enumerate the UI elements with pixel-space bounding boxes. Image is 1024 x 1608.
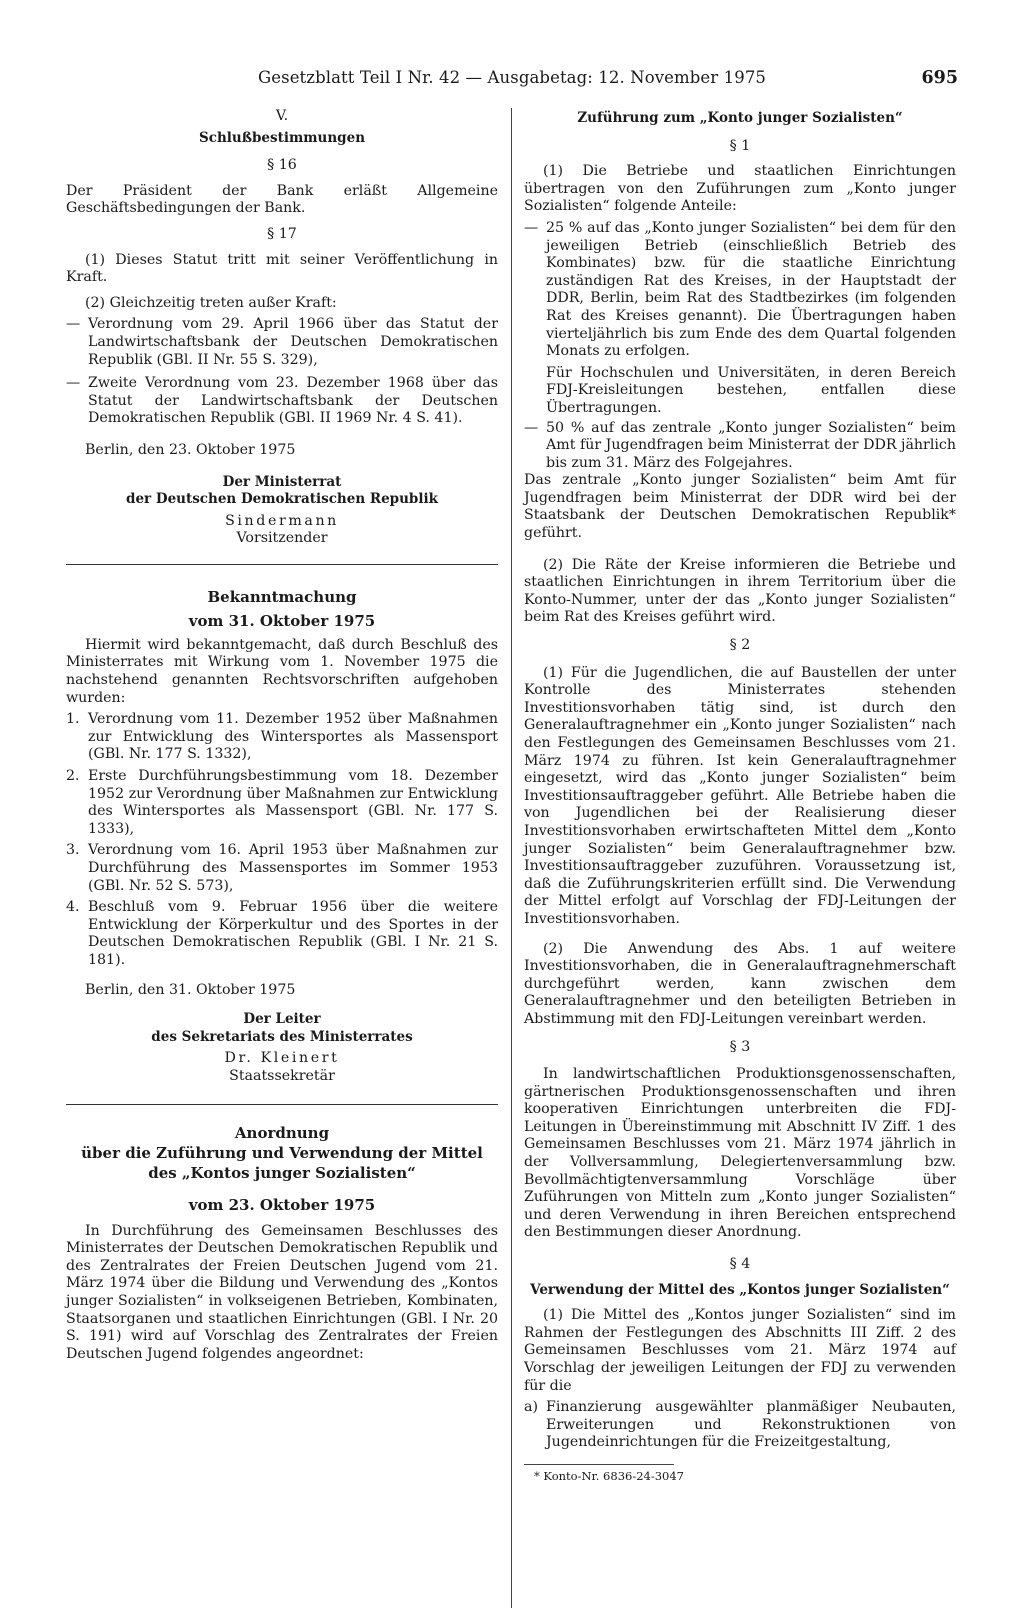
ordinance-title-line-3: des „Kontos junger Sozialisten“ [148,1163,416,1182]
section-rule [66,564,498,565]
ordinance-date: vom 23. Oktober 1975 [188,1195,376,1214]
section-16-heading: § 16 [267,157,297,174]
list-item [524,420,956,473]
dash-marker: — [66,316,81,333]
place-date: Berlin, den 31. Oktober 1975 [85,981,296,998]
section-1-account-note: Das zentrale „Konto junger Sozialisten“ beim Amt für Jugendfragen beim Ministerrat der DDR wird bei der Staatsbank der Deutschen Demokratischen Republik* geführt. [524,472,956,542]
page-number: 695 [921,68,958,88]
share-list [524,220,956,472]
left-column [66,110,498,1363]
announcement-title: Bekanntmachung [207,587,357,606]
list-number: 1. [66,711,80,728]
section-3-heading: § 3 [729,1038,751,1055]
list-item [66,842,498,895]
list-item [66,899,498,969]
announcement-date: vom 31. Oktober 1975 [188,611,376,630]
part-heading: Schlußbestimmungen [198,129,366,146]
section-2-heading: § 2 [729,637,751,654]
running-header: Gesetzblatt Teil I Nr. 42 — Ausgabetag: 12. November 1975 [257,68,767,87]
list-number: 4. [66,899,80,916]
allocation-heading: Zuführung zum „Konto junger Sozialisten“ [577,110,903,126]
column-divider [511,108,512,1608]
section-17-heading: § 17 [267,225,297,242]
list-number: 2. [66,768,80,785]
section-1-para-1: (1) Die Betriebe und staatlichen Einrichtungen übertragen von den Zuführungen zum „Konto junger Sozialisten“ folgende Anteile: [524,163,956,215]
section-16-text: Der Präsident der Bank erläßt Allgemeine Geschäftsbedingungen der Bank. [66,182,498,217]
announcement-list [66,711,498,969]
dash-marker: — [524,219,539,236]
signatory-org-line-1: Der Ministerrat [222,473,342,490]
list-number: 3. [66,842,80,859]
right-column [524,110,956,1483]
section-1-heading: § 1 [729,137,751,154]
signatory-name: Dr. Kleinert [224,1050,340,1067]
section-17-para-1: (1) Dieses Statut tritt mit seiner Veröffentlichung in Kraft. [66,251,498,286]
section-2-para-2: (2) Die Anwendung des Abs. 1 auf weitere Investitionsvorhaben, die in Generalauftragnehmerschaft durchgeführt werden, kann zwischen dem Generalauftragnehmer und den beteiligten Betrieben in Abstimmung mit den FDJ-Leitungen vereinbart werden. [524,940,956,1027]
footnote-rule [524,1464,674,1465]
list-item-note: Für Hochschulen und Universitäten, in deren Bereich FDJ-Kreisleitungen bestehen, entfallen diese Übertragungen. [546,364,956,416]
signatory-org-line-2: der Deutschen Demokratischen Republik [126,491,438,508]
section-17-para-2: (2) Gleichzeitig treten außer Kraft: [85,294,337,311]
announcement-intro: Hiermit wird bekanntgemacht, daß durch Beschluß des Ministerrates mit Wirkung vom 1. November 1975 die nachstehend genannten Rechtsvorschriften aufgehoben wurden: [66,636,498,706]
signatory-org-line-1: Der Leiter [243,1011,321,1028]
list-item-text: Verordnung vom 11. Dezember 1952 über Maßnahmen zur Entwicklung des Wintersportes als Massensport (GBl. Nr. 177 S. 1332), [88,711,498,763]
list-item [66,316,498,369]
list-item-text: Finanzierung ausgewählter planmäßiger Neubauten, Erweiterungen und Rekonstruktionen von Jugendeinrichtungen für die Freizeitgestaltung, [546,1399,956,1451]
list-item-text: 25 % auf das „Konto junger Sozialisten“ bei dem für den jeweiligen Betrieb (einschließlich Betrieb des Kombinates) bzw. für die staatliche Einrichtung zuständigen Rat des Kreises, in der Hauptstadt der DDR, Berlin, beim Rat des Stadtbezirkes (im folgenden Rat des Kreises genannt). Die Übertragungen haben vierteljährlich bis zum Ende des dem Quartal folgenden Monats zu erfolgen. [546,219,956,360]
repealed-list [66,316,498,428]
signatory-role: Staatssekretär [229,1067,335,1084]
dash-marker: — [524,419,539,436]
list-item-text: Verordnung vom 16. April 1953 über Maßnahmen zur Durchführung des Massensportes im Sommer 1953 (GBl. Nr. 52 S. 573), [88,842,498,894]
dash-marker: — [66,375,81,392]
list-item-text: Zweite Verordnung vom 23. Dezember 1968 über das Statut der Landwirtschaftsbank der Deutschen Demokratischen Republik (GBl. II 1969 Nr. 4 S. 41). [88,375,498,427]
usage-list [524,1399,956,1452]
section-4-title: Verwendung der Mittel des „Kontos junger Sozialisten“ [530,1281,950,1298]
signatory-name: Sindermann [225,512,339,529]
footnote: * Konto-Nr. 6836-24-3047 [534,1468,684,1483]
section-2-para-1: (1) Für die Jugendlichen, die auf Baustellen der unter Kontrolle des Ministerrates stehenden Investitionsvorhaben tätig sind, ist durch den Generalauftragnehmer ein „Konto junger Sozialisten“ nach den Festlegungen des Gemeinsamen Beschlusses vom 21. März 1974 zu führen. Ist kein Generalauftragnehmer eingesetzt, wird das „Konto junger Sozialisten“ beim Investitionsauftraggeber geführt. Alle Betriebe haben die von Jugendlichen bei der Realisierung dieser Investitionsvorhaben erwirtschafteten Mittel dem „Konto junger Sozialisten“ beim Generalauftragnehmer bzw. Investitionsauftraggeber zuzuführen. Voraussetzung ist, daß die Zuführungskriterien erfüllt sind. Die Verwendung der Mittel erfolgt auf Vorschlag der FDJ-Leitungen der Investitionsvorhaben. [524,664,956,927]
list-item [524,1399,956,1452]
list-item [66,375,498,428]
list-item [524,220,956,418]
signatory-org-line-2: des Sekretariats des Ministerrates [151,1028,413,1045]
place-date: Berlin, den 23. Oktober 1975 [85,441,296,458]
ordinance-title-line-2: über die Zuführung und Verwendung der Mittel [81,1143,483,1162]
part-number: V. [275,108,289,124]
section-4-para-1: (1) Die Mittel des „Kontos junger Sozialisten“ sind im Rahmen der Festlegungen des Abschnitts III Ziff. 2 des Gemeinsamen Beschlusses vom 21. März 1974 auf Vorschlag der jeweiligen Leitungen der FDJ zu verwenden für die [524,1307,956,1394]
section-4-heading: § 4 [729,1256,751,1273]
list-item-text: Beschluß vom 9. Februar 1956 über die weitere Entwicklung der Körperkultur und des Sportes in der Deutschen Demokratischen Republik (GBl. I Nr. 21 S. 181). [88,899,498,968]
section-rule [66,1104,498,1105]
list-letter: a) [524,1399,538,1416]
section-3-para: In landwirtschaftlichen Produktionsgenossenschaften, gärtnerischen Produktionsgenossenschaften und ihren kooperativen Einrichtungen unterbreiten die FDJ-Leitungen in Übereinstimmung mit Abschnitt IV Ziff. 1 des Gemeinsamen Beschlusses vom 21. März 1974 jährlich in der Vollversammlung, Delegiertenversammlung bzw. Bevollmächtigtenversammlung Vorschläge über Zuführungen von Mitteln zum „Konto junger Sozialisten“ und deren Verwendung in ihren Bereichen entsprechend den Bestimmungen dieser Anordnung. [524,1066,956,1241]
list-item-text: Erste Durchführungsbestimmung vom 18. Dezember 1952 zur Verordnung über Maßnahmen zur Entwicklung des Wintersportes als Massensport (GBl. Nr. 177 S. 1333), [88,768,498,837]
signatory-role: Vorsitzender [236,530,328,547]
ordinance-title-line-1: Anordnung [234,1123,330,1142]
list-item [66,768,498,838]
ordinance-preamble: In Durchführung des Gemeinsamen Beschlusses des Ministerrates der Deutschen Demokratischen Republik und des Zentralrates der Freien Deutschen Jugend vom 21. März 1974 über die Bildung und Verwendung des „Kontos junger Sozialisten“ in volkseigenen Betrieben, Kombinaten, Staatsorganen und staatlichen Einrichtungen (GBl. I Nr. 20 S. 191) wird auf Vorschlag des Zentralrates der Freien Deutschen Jugend folgendes angeordnet: [66,1222,498,1362]
list-item-text: 50 % auf das zentrale „Konto junger Sozialisten“ beim Amt für Jugendfragen beim Ministerrat der DDR jährlich bis zum 31. März des Folgejahres. [546,419,956,471]
list-item-text: Verordnung vom 29. April 1966 über das Statut der Landwirtschaftsbank der Deutschen Demokratischen Republik (GBl. II Nr. 55 S. 329), [88,316,498,368]
section-1-para-2: (2) Die Räte der Kreise informieren die Betriebe und staatlichen Einrichtungen in ihrem Territorium über die Konto-Nummer, unter der das „Konto junger Sozialisten“ beim Rat des Kreises geführt wird. [524,556,956,626]
list-item [66,711,498,764]
